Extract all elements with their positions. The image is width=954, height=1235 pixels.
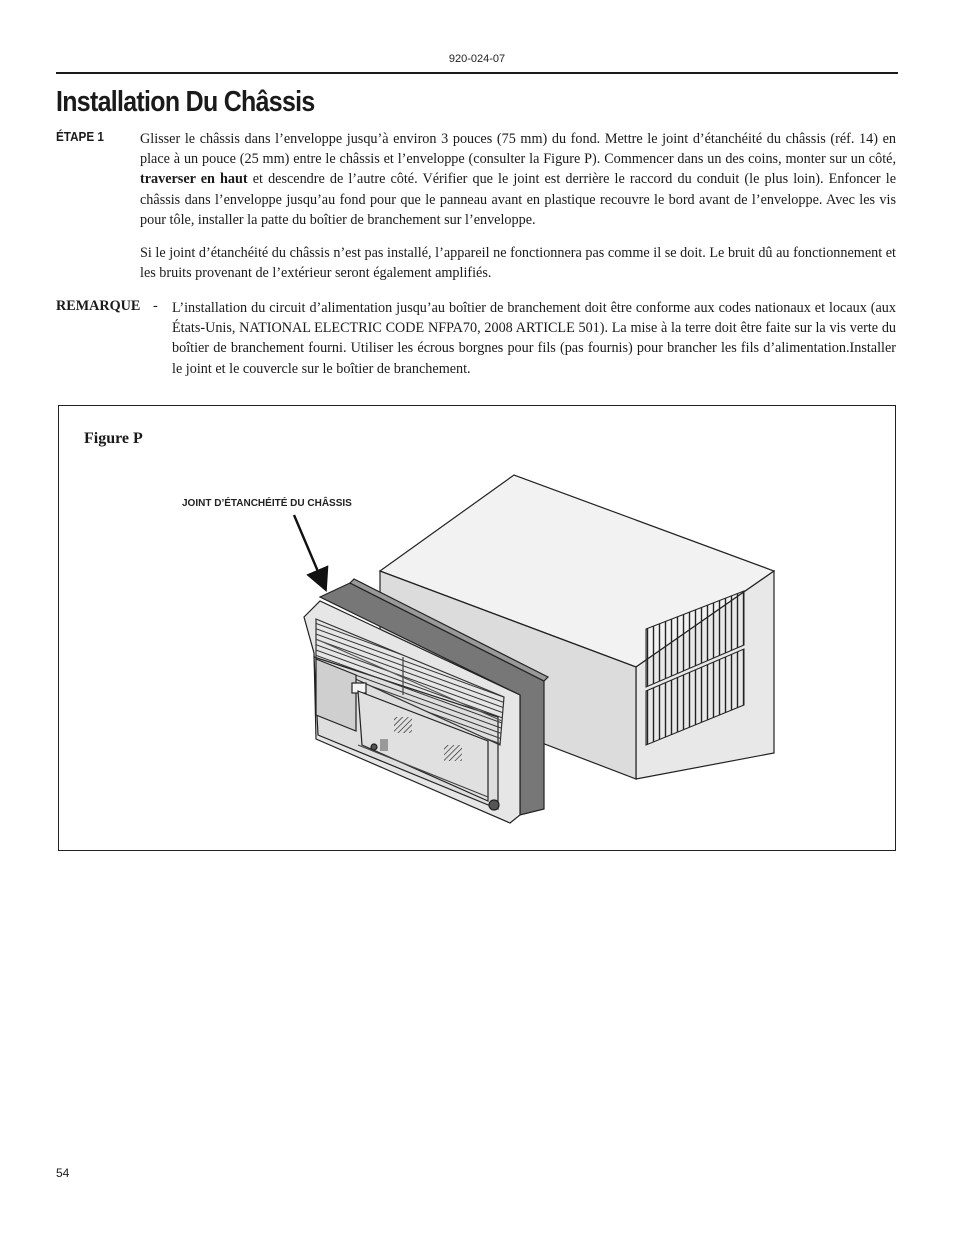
air-conditioner-illustration bbox=[58, 405, 896, 851]
figure-title: Figure P bbox=[84, 430, 143, 447]
step-label: ÉTAPE 1 bbox=[56, 129, 104, 144]
page-number: 54 bbox=[56, 1166, 70, 1180]
page-title: Installation Du Châssis bbox=[56, 86, 315, 118]
step-text-part-a: Glisser le châssis dans l’enveloppe jusqu’à environ 3 pouces (75 mm) du fond. Mettre le joint d’étanchéité du châssis (réf. 14) en place à un pouce (25 mm) entre le châssis et l’enveloppe (consulter la Figure P). Commencer dans un des coins, monter sur un côté, bbox=[140, 131, 896, 168]
callout-arrow bbox=[294, 515, 322, 581]
step-paragraph-1 bbox=[140, 129, 896, 230]
header-rule bbox=[56, 72, 898, 74]
step-text-bold: traverser en haut bbox=[140, 171, 248, 188]
step-text-part-b: et descendre de l’autre côté. Vérifier que le joint est derrière le raccord du conduit (le plus loin). Enfoncer le châssis dans l’enveloppe jusqu’au fond pour que le panneau avant en plastique recouvre le bord avant de l’enveloppe. Avec les vis pour tôle, installer la patte du boîtier de branchement sur l’enveloppe. bbox=[140, 171, 896, 228]
remark-label: REMARQUE bbox=[56, 298, 141, 314]
step-paragraph-2: Si le joint d’étanchéité du châssis n’est pas installé, l’appareil ne fonctionnera pas comme il se doit. Le bruit dû au fonctionnement et les bruits provenant de l’extérieur seront également amplifiés. bbox=[140, 245, 896, 282]
document-number: 920-024-07 bbox=[448, 53, 506, 65]
remark-dash: - bbox=[153, 298, 158, 314]
remark-text: L’installation du circuit d’alimentation jusqu’au boîtier de branchement doit être conforme aux codes nationaux et locaux (aux États-Unis, NATIONAL ELECTRIC CODE NFPA70, 2008 ARTICLE 501). La mise à la terre doit être faite sur la vis verte du boîtier de branchement fourni. Utiliser les écrous borgnes pour fils (pas fournis) pour brancher les fils d’alimentation.Installer le joint et le couvercle sur le boîtier de branchement. bbox=[172, 300, 896, 377]
figure-callout-label: JOINT D’ÉTANCHÉITÉ DU CHÂSSIS bbox=[182, 498, 352, 509]
